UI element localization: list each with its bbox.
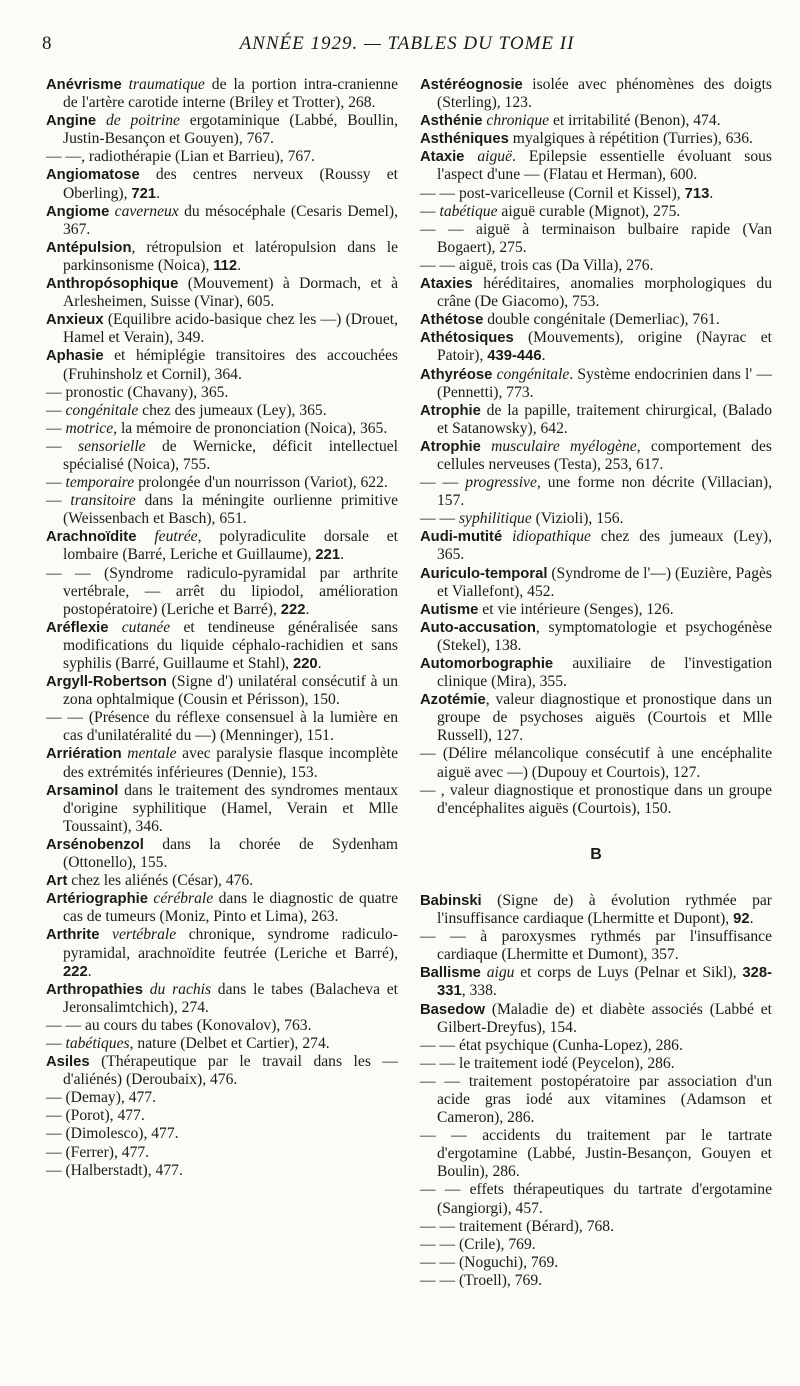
entry-qualifier: tabétique xyxy=(439,202,498,220)
entry-qualifier: aiguë xyxy=(477,148,512,166)
entry-text: dans le diagnostic de quatre cas de tumeurs (Moniz, Pinto et Lima), 263. xyxy=(63,890,398,926)
index-entry xyxy=(420,76,772,112)
entry-term: 221 xyxy=(315,547,341,564)
entry-text: de Wernicke, déficit intellectuel spécialisé (Noica), 755. xyxy=(63,437,398,473)
index-entry xyxy=(46,438,398,474)
entry-text: — (Halberstadt), 477. xyxy=(46,1161,183,1179)
entry-term: 92 xyxy=(733,911,750,928)
entry-text: , polyradiculite dorsale et lombaire (Barré, Leriche et Guillaume), xyxy=(63,528,398,564)
entry-term: Angiome xyxy=(46,203,110,220)
entry-text: — xyxy=(46,1034,66,1052)
entry-text: — xyxy=(46,474,66,492)
entry-text: de la papille, traitement chirurgical, (Balado et Satanowsky), 642. xyxy=(437,401,772,437)
index-entry xyxy=(46,402,398,420)
entry-text: double congénitale (Demerliac), 761. xyxy=(483,311,720,329)
entry-term: Atrophie xyxy=(420,438,481,455)
index-entries-a xyxy=(420,76,772,818)
index-entry xyxy=(46,148,398,166)
entry-text: . xyxy=(749,910,754,928)
entry-text xyxy=(502,528,512,545)
index-entry xyxy=(420,655,772,691)
index-entry xyxy=(46,76,398,112)
index-entry xyxy=(46,474,398,492)
index-entry xyxy=(420,257,772,275)
entry-qualifier: traumatique xyxy=(128,76,205,93)
entry-term: Azotémie xyxy=(420,692,486,709)
index-entry xyxy=(46,926,398,980)
index-entry xyxy=(46,1144,398,1162)
index-entry xyxy=(420,438,772,474)
entry-text: — (Porot), 477. xyxy=(46,1107,145,1125)
entry-text: — pronostic (Chavany), 365. xyxy=(46,383,229,401)
entry-text: chez les aliénés (César), 476. xyxy=(67,872,254,890)
index-entry xyxy=(46,890,398,926)
entry-qualifier: feutrée xyxy=(154,528,198,546)
index-entry xyxy=(46,745,398,781)
entry-qualifier: congénitale xyxy=(65,401,139,419)
entry-text: et tendineuse généralisée sans modifications du liquide céphalo-rachidien et sans syphilis (Barré, Guillaume et Stahl), xyxy=(63,618,398,672)
entry-text: . Epilepsie essentielle évoluant sous l'aspect d'une — (Flatau et Herman), 600. xyxy=(437,148,772,184)
entry-text: . xyxy=(340,546,345,564)
index-entry xyxy=(46,311,398,347)
index-entry xyxy=(420,474,772,510)
entry-term: Ataxie xyxy=(420,149,465,166)
entry-term: Arachnoïdite xyxy=(46,529,137,546)
entry-text: (Vizioli), 156. xyxy=(531,510,624,528)
entry-text: — (Ferrer), 477. xyxy=(46,1143,150,1161)
entry-text: de la portion intra-cranienne de l'artère carotide interne (Briley et Trotter), 268. xyxy=(63,76,399,112)
entry-text: (Maladie de) et diabète associés (Labbé et Gilbert-Dreyfus), 154. xyxy=(437,1000,772,1036)
index-entry xyxy=(46,420,398,438)
entry-term: Auto-accusation xyxy=(420,619,536,636)
entry-text: — — le traitement iodé (Peycelon), 286. xyxy=(420,1054,675,1072)
entry-term: Asiles xyxy=(46,1054,90,1071)
entry-text: . xyxy=(317,655,322,672)
entry-text: , valeur diagnostique et pronostique dans un groupe de psychoses aiguës (Courtois et Mlle Russell), 127. xyxy=(437,691,772,745)
entry-term: 222 xyxy=(280,601,306,618)
entry-text: — — post-varicelleuse (Cornil et Kissel), xyxy=(420,184,685,202)
entry-term: 713 xyxy=(684,185,710,202)
index-entry xyxy=(420,601,772,619)
entry-term: Aréflexie xyxy=(46,619,109,636)
entry-term: Athyréose xyxy=(420,366,493,383)
entry-text xyxy=(122,76,129,93)
index-entry xyxy=(46,673,398,709)
entry-text: , 338. xyxy=(461,982,497,1000)
entry-qualifier: cutanée xyxy=(121,618,171,636)
entry-term: Ataxies xyxy=(420,276,473,293)
index-entry xyxy=(420,221,772,257)
entry-term: Angine xyxy=(46,113,97,130)
entry-text: . Système endocrinien dans l' — (Pennetti), 773. xyxy=(437,365,772,401)
entry-text: . xyxy=(305,600,310,618)
entry-text: dans le traitement des syndromes mentaux d'origine syphilitique (Hamel, Verain et Mlle Toussaint), 346. xyxy=(63,781,398,835)
index-entry xyxy=(46,112,398,148)
entry-text: , nature (Delbet et Cartier), 274. xyxy=(129,1034,330,1052)
index-entry xyxy=(46,981,398,1017)
entry-text: et corps de Luys (Pelnar et Sikl), xyxy=(514,964,743,982)
index-entry xyxy=(46,384,398,402)
entry-term: 112 xyxy=(213,257,238,274)
entry-term: Athétose xyxy=(420,312,484,329)
index-entry xyxy=(420,275,772,311)
index-entry xyxy=(46,872,398,890)
index-column-left xyxy=(46,76,398,1180)
entry-term: Autisme xyxy=(420,601,479,618)
entry-text: — — (Crile), 769. xyxy=(420,1235,536,1253)
index-entry xyxy=(46,347,398,383)
index-entry xyxy=(46,1162,398,1180)
index-entry xyxy=(46,709,398,745)
entry-text: (Signe d') unilatéral consécutif à un zona ophtalmique (Cousin et Périsson), 150. xyxy=(63,673,398,709)
index-entry xyxy=(420,148,772,184)
entry-text: (Mouvement) à Dormach, et à Arlesheimen, Suisse (Vinar), 605. xyxy=(63,275,398,311)
index-entry xyxy=(420,203,772,221)
entry-term: Anthropósophique xyxy=(46,276,179,293)
index-entry xyxy=(420,1001,772,1037)
index-entry xyxy=(46,239,398,275)
entry-text: dans la chorée de Sydenham (Ottonello), 155. xyxy=(63,835,398,872)
entry-text: chronique, syndrome radiculo-pyramidal, arachnoïdite feutrée (Leriche et Barré), xyxy=(63,926,398,962)
index-entry xyxy=(420,112,772,130)
entry-term: Arthrite xyxy=(46,927,100,944)
entry-term: Arthropathies xyxy=(46,981,144,998)
entry-qualifier: mentale xyxy=(127,745,177,763)
entry-term: Automorbographie xyxy=(420,656,554,672)
entry-text: chez des jumeaux (Ley), 365. xyxy=(437,528,772,564)
entry-term: Arriération xyxy=(46,746,122,763)
entry-text: aiguë curable (Mignot), 275. xyxy=(497,202,681,220)
index-entry xyxy=(46,275,398,311)
index-entry xyxy=(46,492,398,528)
running-head: ANNÉE 1929. — TABLES DU TOME II xyxy=(239,33,575,54)
entry-text: . xyxy=(237,256,242,274)
index-entry xyxy=(420,402,772,438)
entry-term: 222 xyxy=(63,963,88,980)
entry-text xyxy=(99,926,112,943)
index-entry xyxy=(46,1089,398,1107)
entry-text: auxiliaire de l'investigation clinique (Mira), 355. xyxy=(437,655,772,691)
entry-term: Asthéniques xyxy=(420,131,509,148)
index-entry xyxy=(420,691,772,745)
entry-text: chez des jumeaux (Ley), 365. xyxy=(138,401,327,419)
index-entry xyxy=(420,510,772,528)
entry-text: du mésocéphale (Cesaris Demel), 367. xyxy=(63,202,398,238)
entry-text xyxy=(96,112,106,129)
index-entry xyxy=(420,1127,772,1181)
entry-text: — (Délire mélancolique consécutif à une encéphalite aiguë avec —) (Dupouy et Courtois), 127. xyxy=(420,745,772,781)
entry-qualifier: de poitrine xyxy=(106,112,180,130)
entry-text: , rétropulsion et latéropulsion dans le parkinsonisme (Noica), xyxy=(63,238,398,274)
entry-text: — — xyxy=(420,474,466,492)
index-entry xyxy=(420,565,772,601)
entry-text: (Thérapeutique par le travail dans les — d'aliénés) (Deroubaix), 476. xyxy=(63,1053,398,1089)
entry-text: — (Dimolesco), 477. xyxy=(46,1125,179,1143)
index-entry xyxy=(46,782,398,836)
entry-qualifier: temporaire xyxy=(65,474,135,492)
entry-text: — — effets thérapeutiques du tartrate d'ergotamine (Sangiorgi), 457. xyxy=(420,1181,772,1217)
entry-term: Atrophie xyxy=(420,402,481,419)
entry-text: , symptomatologie et psychogénèse (Stekel), 138. xyxy=(437,618,772,654)
entry-qualifier: caverneux xyxy=(114,202,179,220)
index-entry xyxy=(420,928,772,964)
entry-text: dans la méningite ourlienne primitive (Weissenbach et Basch), 651. xyxy=(63,492,398,528)
entry-term: Audi-mutité xyxy=(420,529,503,546)
entry-qualifier: aigu xyxy=(486,964,515,982)
entry-qualifier: chronique xyxy=(486,112,550,130)
index-entry xyxy=(46,619,398,673)
entry-qualifier: idiopathique xyxy=(512,528,591,546)
entry-term: Basedow xyxy=(420,1001,485,1018)
entry-text: (Mouvements), origine (Nayrac et Patoir), xyxy=(437,329,772,365)
entry-term: Argyll-Robertson xyxy=(46,674,167,691)
index-entry xyxy=(46,1017,398,1035)
entry-term: Asthénie xyxy=(420,113,483,130)
entry-qualifier: tabétiques xyxy=(65,1034,130,1052)
entry-text: — — à paroxysmes rythmés par l'insuffisance cardiaque (Lhermitte et Dumont), 357. xyxy=(420,928,772,964)
entry-text: — — au cours du tabes (Konovalov), 763. xyxy=(46,1016,312,1034)
entry-text: (Syndrome de l'—) (Euzière, Pagès et Viallefont), 452. xyxy=(437,564,772,600)
entry-qualifier: transitoire xyxy=(70,492,136,510)
entry-text xyxy=(464,148,477,165)
index-entry xyxy=(420,619,772,655)
entry-text: prolongée d'un nourrisson (Variot), 622. xyxy=(134,474,388,492)
entry-text: (Signe de) à évolution rythmée par l'insuffisance cardiaque (Lhermitte et Dupont), xyxy=(437,891,772,928)
entry-text xyxy=(143,981,150,998)
entry-text: , comportement des cellules nerveuses (Testa), 253, 617. xyxy=(437,437,772,473)
entry-text xyxy=(136,528,154,545)
entry-text: — xyxy=(46,492,71,510)
entry-text: des centres nerveux (Roussy et Oberling), xyxy=(63,166,398,202)
entry-term: Athétosiques xyxy=(420,330,514,347)
entry-qualifier: congénitale xyxy=(496,365,570,383)
index-entry xyxy=(420,1218,772,1236)
index-entry xyxy=(46,166,398,202)
entry-text: — — traitement postopératoire par association d'un acide gras iodé aux vitamines (Adamson et Cameron), 286. xyxy=(420,1072,772,1127)
index-entry xyxy=(46,565,398,619)
entry-text: — — (Noguchi), 769. xyxy=(420,1253,559,1271)
entry-term: Arsénobenzol xyxy=(46,836,144,853)
entry-term: Arsaminol xyxy=(46,782,119,799)
section-letter: B xyxy=(590,845,602,863)
entry-text: — —, radiothérapie (Lian et Barrieu), 767. xyxy=(46,148,315,166)
entry-text: héréditaires, anomalies morphologiques du crâne (De Giacomo), 753. xyxy=(437,275,772,311)
entry-term: Art xyxy=(46,873,68,890)
page-header xyxy=(42,33,772,63)
entry-term: Astéréognosie xyxy=(420,77,523,93)
entry-text: . xyxy=(541,347,546,365)
entry-term: 220 xyxy=(292,656,318,672)
index-entry xyxy=(420,185,772,203)
entry-term: 721 xyxy=(131,185,157,202)
index-entry xyxy=(420,366,772,402)
page-number: 8 xyxy=(42,33,52,54)
entry-text xyxy=(109,619,122,636)
entry-term: Angiomatose xyxy=(46,167,140,184)
entry-term: Antépulsion xyxy=(46,239,132,256)
index-column-right xyxy=(420,76,772,1290)
entry-qualifier: cérébrale xyxy=(153,890,214,908)
entry-text: myalgiques à répétition (Turries), 636. xyxy=(508,130,753,148)
index-entry xyxy=(46,836,398,872)
entry-text: — xyxy=(420,202,440,220)
entry-text: isolée avec phénomènes des doigts (Sterling), 123. xyxy=(437,76,772,112)
entry-text: — — accidents du traitement par le tartrate d'ergotamine (Labbé, Justin-Besançon, Gouyen et Boulin), 286. xyxy=(420,1127,772,1181)
index-entry xyxy=(420,782,772,818)
entry-text: , la mémoire de prononciation (Noica), 365. xyxy=(113,419,388,437)
entry-text: et hémiplégie transitoires des accouchées (Fruhinsholz et Cornil), 364. xyxy=(63,347,398,383)
index-entries-b xyxy=(420,892,772,1290)
entry-text: (Equilibre acido-basique chez les —) (Drouet, Hamel et Verain), 349. xyxy=(63,311,398,347)
entry-term: Anévrisme xyxy=(46,77,122,93)
entry-text: . xyxy=(156,184,161,202)
entry-text: — — (Troell), 769. xyxy=(420,1271,543,1289)
entry-term: Anxieux xyxy=(46,312,104,329)
entry-text: — , valeur diagnostique et pronostique dans un groupe d'encéphalites aiguës (Courtois), 150. xyxy=(420,781,772,817)
entry-text: — xyxy=(46,401,66,419)
entry-text: — — (Syndrome radiculo-pyramidal par arthrite vertébrale, — arrêt du lipiodol, amélioration postopératoire) (Leriche et Barré), xyxy=(46,564,398,618)
entry-text: — (Demay), 477. xyxy=(46,1089,156,1107)
index-entry xyxy=(420,745,772,781)
entry-text: ergotaminique (Labbé, Boullin, Justin-Besançon et Gouyen), 767. xyxy=(63,112,398,148)
entry-text: — — xyxy=(420,510,459,528)
entry-term: 439-446 xyxy=(487,348,542,365)
index-entry xyxy=(420,1181,772,1217)
index-entry xyxy=(420,130,772,148)
index-entry xyxy=(46,528,398,564)
entry-qualifier: sensorielle xyxy=(78,437,146,455)
entry-text: . xyxy=(87,962,92,980)
entry-term: Ballisme xyxy=(420,965,481,982)
index-entry xyxy=(420,964,772,1000)
entry-text: — — aiguë, trois cas (Da Villa), 276. xyxy=(420,256,654,274)
index-entry xyxy=(420,1037,772,1055)
entry-term: Artériographie xyxy=(46,891,148,908)
entry-text: et irritabilité (Benon), 474. xyxy=(549,112,721,130)
index-entry xyxy=(46,1125,398,1143)
entry-text: . xyxy=(709,184,714,202)
entry-term: 328-331 xyxy=(437,965,772,1000)
index-entry xyxy=(420,1272,772,1290)
entry-text: — xyxy=(46,437,79,455)
index-entry xyxy=(420,892,772,928)
entry-text: dans le tabes (Balacheva et Jeronsalimtchich), 274. xyxy=(63,980,398,1016)
entry-text: — — traitement (Bérard), 768. xyxy=(420,1217,614,1235)
entry-text: , une forme non décrite (Villacian), 157. xyxy=(437,474,773,510)
entry-text: — — (Présence du réflexe consensuel à la lumière en cas d'unilatéralité du —) (Menninger), 151. xyxy=(46,709,398,745)
entry-term: Babinski xyxy=(420,892,482,909)
index-entry xyxy=(46,203,398,239)
index-entry xyxy=(420,1073,772,1127)
entry-text xyxy=(481,438,491,455)
index-entry xyxy=(46,1035,398,1053)
entry-text: avec paralysie flasque incomplète des extrémités inférieures (Dennie), 153. xyxy=(63,745,398,781)
index-entry xyxy=(46,1107,398,1125)
entry-term: Aphasie xyxy=(46,348,104,365)
entry-term: Auriculo-temporal xyxy=(420,565,548,582)
entry-qualifier: musculaire myélogène xyxy=(491,437,637,455)
index-entry xyxy=(420,1236,772,1254)
entry-text: — xyxy=(46,419,66,437)
entry-qualifier: motrice xyxy=(65,419,114,437)
entry-qualifier: vertébrale xyxy=(112,926,177,944)
entry-qualifier: syphilitique xyxy=(458,510,532,528)
index-entry xyxy=(420,311,772,329)
index-entry xyxy=(420,1254,772,1272)
entry-qualifier: progressive xyxy=(465,474,537,492)
entry-text: et vie intérieure (Senges), 126. xyxy=(478,600,674,618)
entry-text: — — état psychique (Cunha-Lopez), 286. xyxy=(420,1036,683,1054)
index-entry xyxy=(420,329,772,365)
index-entry xyxy=(46,1053,398,1089)
index-entry xyxy=(420,528,772,564)
entry-text: — — aiguë à terminaison bulbaire rapide (Van Bogaert), 275. xyxy=(420,220,772,256)
index-entry xyxy=(420,1055,772,1073)
entry-qualifier: du rachis xyxy=(149,980,212,998)
